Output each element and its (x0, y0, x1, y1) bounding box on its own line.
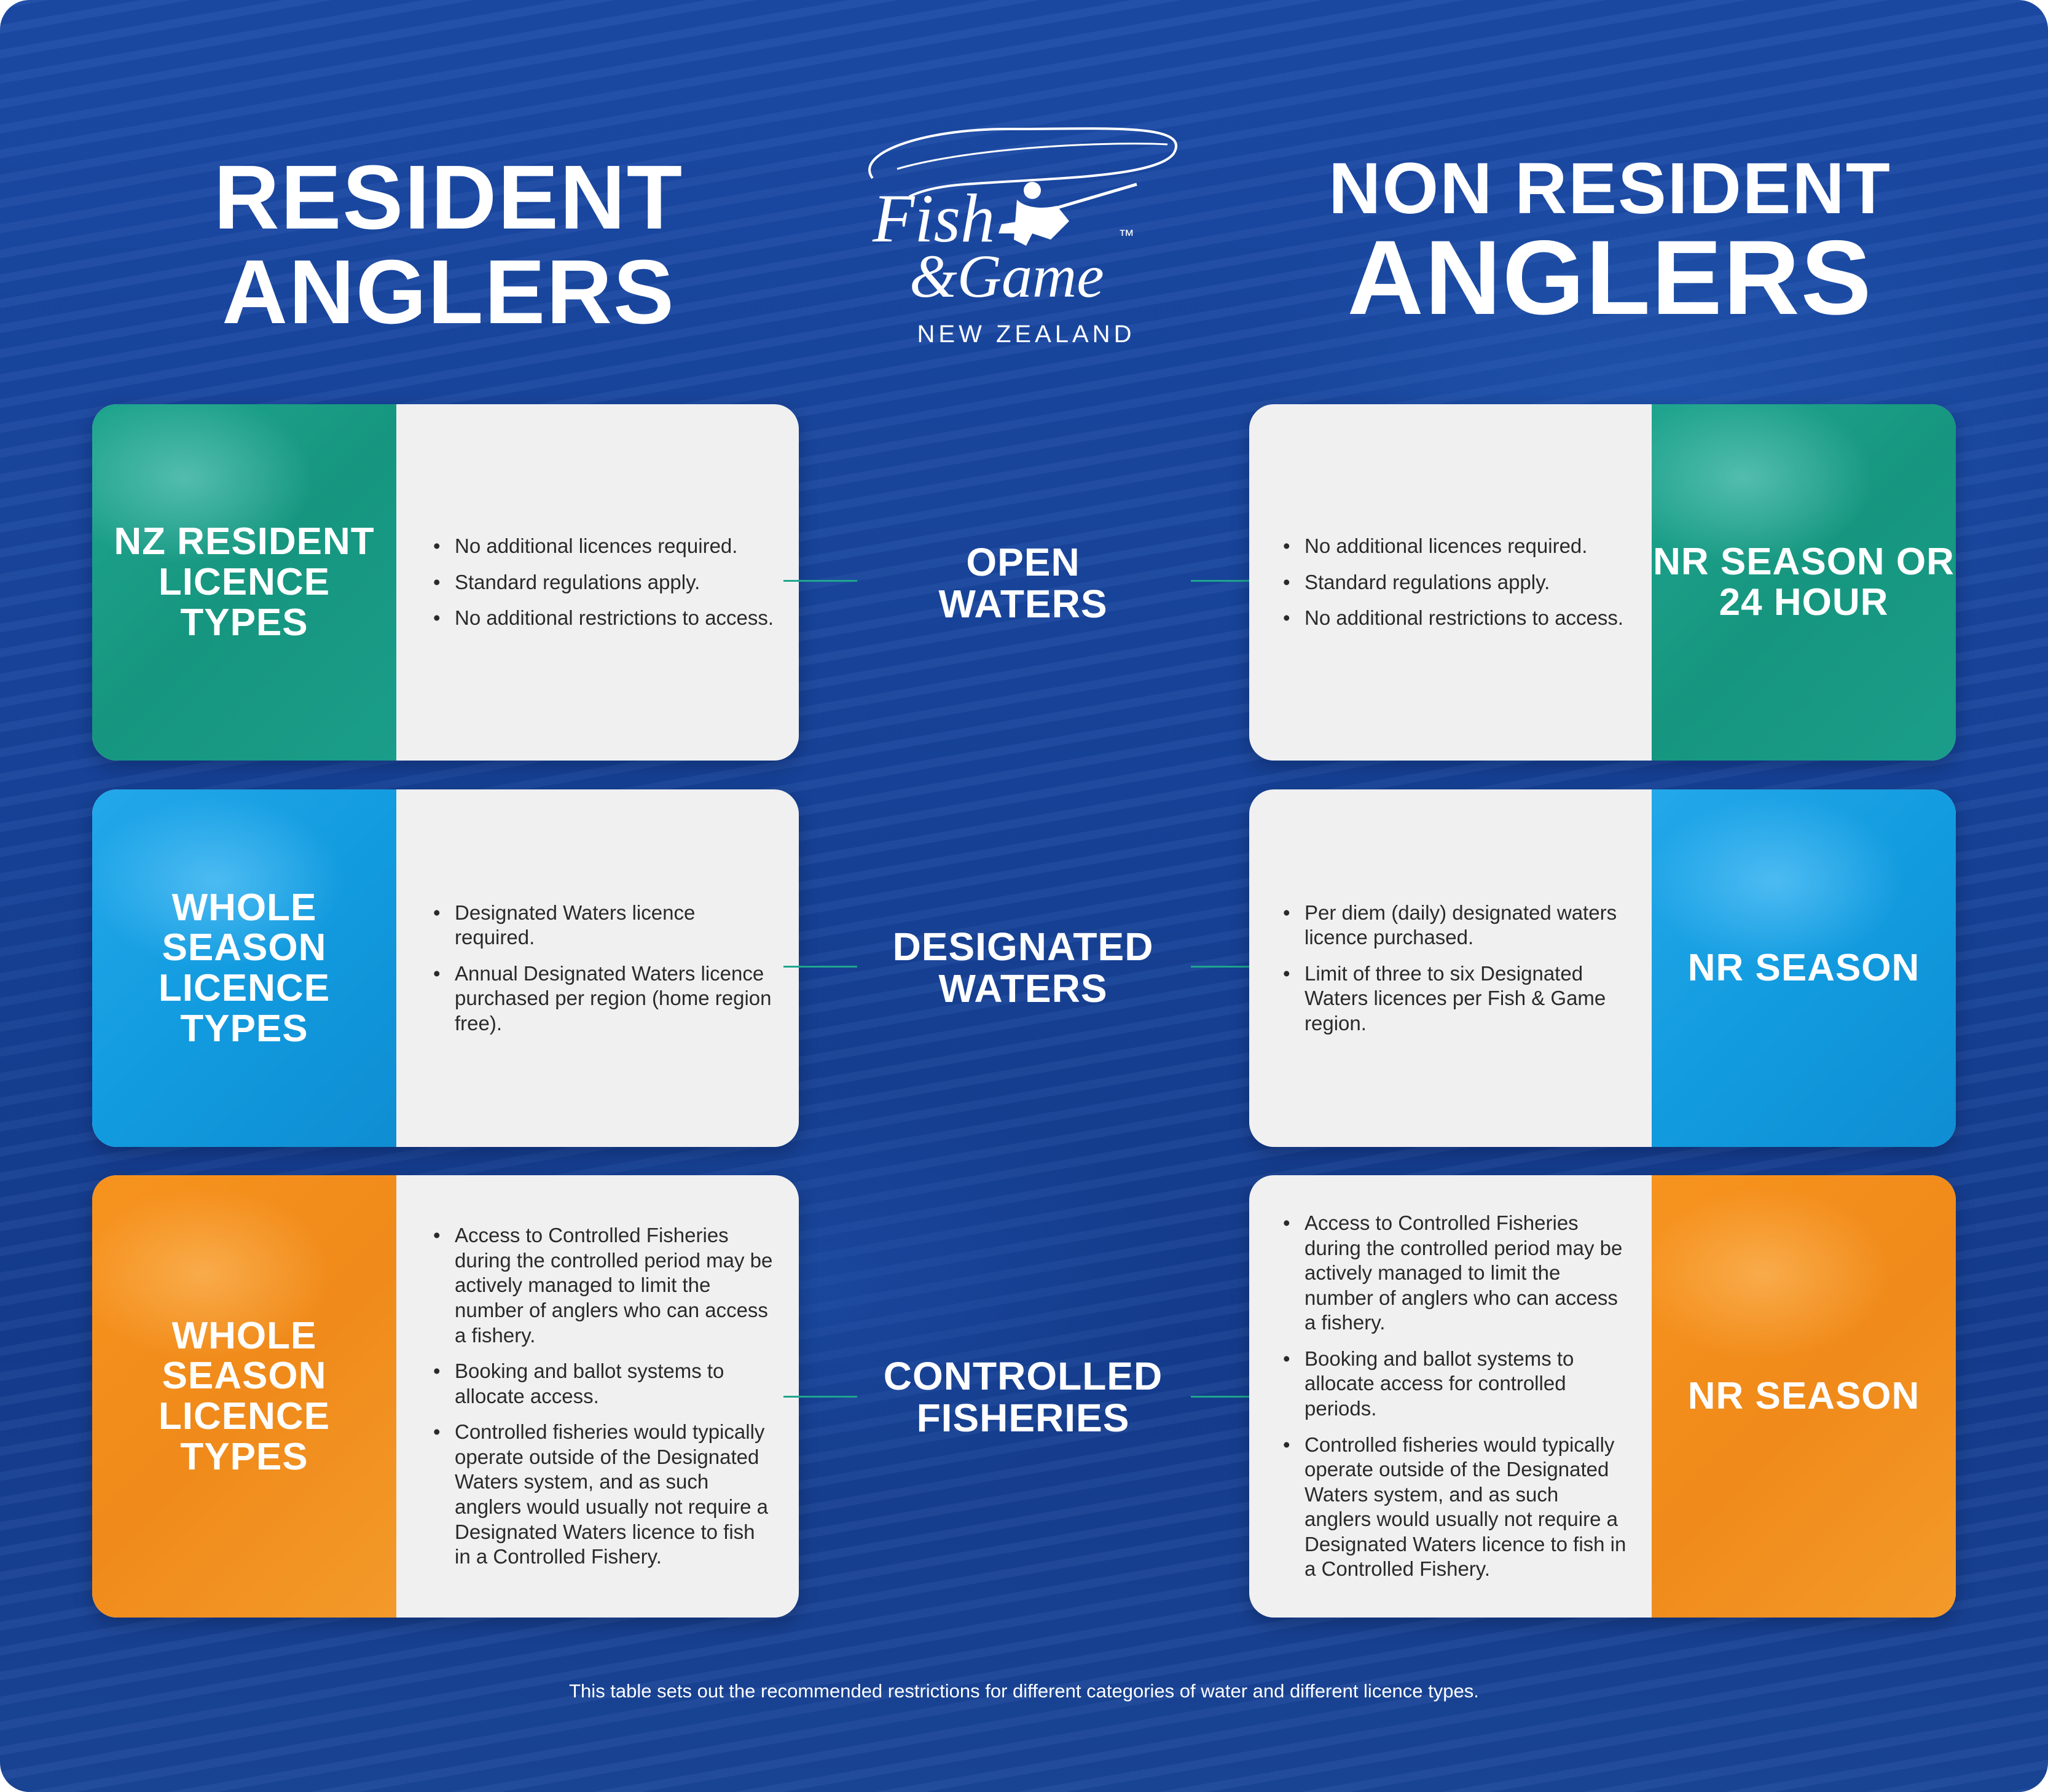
non-resident-controlled-fisheries-card (1249, 1175, 1956, 1618)
list-item: • Designated Waters licence required. (455, 901, 774, 950)
category-line: DESIGNATED (892, 925, 1154, 969)
list-item: • Access to Controlled Fisheries during the controlled period may be actively managed to limit the number of anglers who can access a fishery. (455, 1223, 774, 1348)
non-resident-anglers-heading (1303, 148, 1917, 337)
list-item: • Booking and ballot systems to allocate access for controlled periods. (1305, 1347, 1627, 1422)
list-item: • Booking and ballot systems to allocate access. (455, 1359, 774, 1409)
logo-subtitle: NEW ZEALAND (917, 321, 1136, 348)
restrictions-list (433, 534, 774, 631)
restrictions-list (1283, 901, 1627, 1036)
non-resident-open-waters-card (1249, 404, 1956, 761)
list-item: • Controlled fisheries would typically operate outside of the Designated Waters system, and as such anglers would usually not require a Designated Waters licence to fish in a Controlled Fishery. (455, 1420, 774, 1569)
non-resident-licence-tag: NR SEASON OR 24 HOUR (1652, 404, 1956, 761)
non-resident-heading-line1: NON RESIDENT (1328, 148, 1891, 229)
logo-game-text: &Game (909, 242, 1104, 310)
connector-line (783, 1396, 857, 1398)
list-item: • Controlled fisheries would typically operate outside of the Designated Waters system, and as such anglers would usually not require a Designated Waters licence to fish in a Controlled Fishery. (1305, 1433, 1627, 1582)
category-line: FISHERIES (916, 1395, 1130, 1440)
non-resident-licence-tag: NR SEASON (1652, 1175, 1956, 1618)
resident-heading-line1: RESIDENT (213, 147, 684, 248)
logo-trademark: ™ (1118, 226, 1134, 245)
category-line: OPEN (966, 540, 1080, 584)
list-item: • No additional licences required. (455, 534, 774, 559)
card-body (396, 1175, 799, 1618)
resident-designated-waters-card (92, 789, 799, 1147)
card-body (1249, 404, 1652, 761)
restrictions-list (1283, 1211, 1627, 1582)
list-item: • Standard regulations apply. (1305, 570, 1623, 595)
non-resident-licence-tag: NR SEASON (1652, 789, 1956, 1147)
footnote: This table sets out the recommended restrictions for different categories of water and different licence types. (569, 1680, 1479, 1702)
list-item: • Per diem (daily) designated waters licence purchased. (1305, 901, 1627, 950)
list-item: • Standard regulations apply. (455, 570, 774, 595)
restrictions-list (433, 901, 774, 1036)
card-body (1249, 1175, 1652, 1618)
connector-line (783, 580, 857, 582)
resident-open-waters-card (92, 404, 799, 761)
resident-controlled-fisheries-card (92, 1175, 799, 1618)
connector-line (783, 966, 857, 968)
list-item: • No additional restrictions to access. (1305, 606, 1623, 631)
list-item: • No additional restrictions to access. (455, 606, 774, 631)
list-item: • Limit of three to six Designated Waters licences per Fish & Game region. (1305, 961, 1627, 1036)
category-controlled-fisheries (857, 1356, 1189, 1439)
card-body (396, 789, 799, 1147)
category-line: CONTROLLED (883, 1354, 1163, 1398)
restrictions-list (433, 1223, 774, 1570)
resident-anglers-heading (184, 147, 713, 343)
resident-heading-line2: ANGLERS (222, 241, 675, 343)
restrictions-list (1283, 534, 1623, 631)
category-line: WATERS (938, 966, 1108, 1011)
list-item: • No additional licences required. (1305, 534, 1623, 559)
resident-licence-tag: NZ RESIDENT LICENCE TYPES (92, 404, 396, 761)
card-body (396, 404, 799, 761)
card-body (1249, 789, 1652, 1147)
list-item: • Annual Designated Waters licence purchased per region (home region free). (455, 961, 774, 1036)
resident-licence-tag: WHOLE SEASON LICENCE TYPES (92, 789, 396, 1147)
non-resident-designated-waters-card (1249, 789, 1956, 1147)
category-line: WATERS (938, 581, 1108, 626)
fish-and-game-logo (848, 117, 1192, 362)
category-open-waters (857, 542, 1189, 625)
resident-licence-tag: WHOLE SEASON LICENCE TYPES (92, 1175, 396, 1618)
logo-fish-text: Fish (873, 181, 995, 257)
list-item: • Access to Controlled Fisheries during the controlled period may be actively managed to limit the number of anglers who can access a fishery. (1305, 1211, 1627, 1336)
category-designated-waters (857, 926, 1189, 1010)
non-resident-heading-line2: ANGLERS (1347, 219, 1873, 337)
